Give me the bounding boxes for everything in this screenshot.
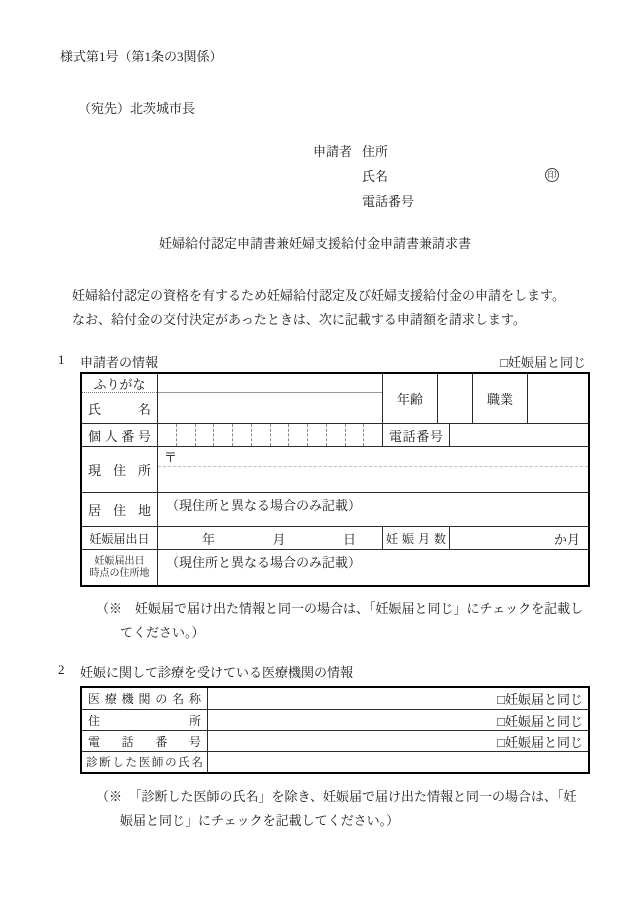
- doctor-name-field: [207, 752, 588, 772]
- seal-icon: 印: [545, 166, 559, 182]
- notify-address-label: 妊娠届出日 時点の住所地: [89, 555, 150, 579]
- table-row: [82, 549, 588, 585]
- current-address-label: 現住所: [88, 463, 151, 478]
- same-as-notification-checkbox[interactable]: □妊娠届と同じ: [497, 734, 583, 750]
- table-row: [82, 709, 588, 730]
- applicant-phone-label: 電話番号: [362, 194, 415, 209]
- institution-name-field: [207, 688, 588, 709]
- notify-date-label: 妊娠届出日: [89, 531, 150, 546]
- notify-address-note: （現住所と異なる場合のみ記載）: [166, 555, 362, 570]
- phone-label: 電話番号: [382, 424, 449, 446]
- institution-name-label: 医療機関の名称: [88, 692, 201, 706]
- months-unit: か月: [553, 531, 580, 547]
- postal-mark: 〒: [158, 447, 588, 467]
- institution-phone-field: [207, 731, 588, 751]
- table-row: [82, 446, 588, 492]
- footnote-line: （※ 「診断した医師の氏名」を除き、妊娠届で届け出た情報と同一の場合は、「妊: [96, 789, 577, 804]
- medical-institution-table: [80, 686, 590, 774]
- personal-number-field: [157, 424, 382, 446]
- applicant-address-label: 住所: [362, 144, 389, 159]
- table-row: [82, 423, 588, 446]
- body-line: なお、給付金の交付決定があったときは、次に記載する申請額を請求します。: [72, 312, 526, 327]
- name-label: 氏名: [88, 401, 151, 417]
- section1-same-as-notification-checkbox[interactable]: □妊娠届と同じ: [500, 355, 586, 370]
- address-line-field: [158, 467, 588, 492]
- age-field: [437, 374, 472, 423]
- institution-phone-label: 電話番号: [88, 734, 201, 749]
- footnote-line: 娠届と同じ」にチェックを記載してください。）: [120, 813, 400, 828]
- table-row: [82, 492, 588, 526]
- page-title: 妊婦給付認定申請書兼妊婦支援給付金申請書兼請求書: [158, 236, 471, 251]
- months-field: [449, 527, 588, 549]
- body-line: 妊婦給付認定の資格を有するため妊婦給付認定及び妊婦支援給付金の申請をします。: [72, 288, 565, 303]
- section1-number: 1: [58, 352, 65, 367]
- residence-field: [157, 493, 588, 526]
- year-label: 年: [202, 531, 216, 547]
- notify-date-field: [157, 527, 382, 549]
- month-label: 月: [272, 531, 286, 547]
- footnote-line: （※ 妊娠届で届け出た情報と同一の場合は、「妊娠届と同じ」にチェックを記載し: [96, 601, 584, 616]
- footnote-line: てください。）: [120, 625, 205, 640]
- residence-label: 居住地: [88, 503, 151, 518]
- doctor-name-label: 診断した医師の氏名: [86, 757, 203, 769]
- phone-field: [449, 424, 588, 446]
- applicant-name-label: 氏名: [362, 169, 389, 184]
- table-row: [82, 751, 588, 772]
- same-as-notification-checkbox[interactable]: □妊娠届と同じ: [497, 692, 583, 707]
- months-label: 妊娠月数: [382, 527, 449, 549]
- personal-number-label: 個人番号: [88, 428, 151, 444]
- section2-number: 2: [58, 662, 65, 677]
- name-field: [158, 393, 382, 423]
- same-as-notification-checkbox[interactable]: □妊娠届と同じ: [497, 713, 583, 729]
- applicant-label: 申請者: [313, 144, 353, 159]
- age-label: 年齢: [382, 374, 437, 423]
- section2-heading: 妊娠に関して診療を受けている医療機関の情報: [80, 665, 354, 680]
- residence-note: （現住所と異なる場合のみ記載）: [166, 498, 362, 513]
- form-number: 様式第1号（第1条の3関係）: [60, 49, 223, 64]
- day-label: 日: [342, 531, 356, 547]
- institution-address-label: 住所: [88, 713, 201, 728]
- occupation-field: [527, 374, 588, 423]
- notify-address-field: [157, 550, 588, 585]
- furigana-field: [158, 374, 382, 393]
- current-address-field: [157, 447, 588, 492]
- occupation-label: 職業: [472, 374, 527, 423]
- table-row: [82, 730, 588, 751]
- applicant-info-table: [80, 372, 590, 587]
- institution-address-field: [207, 710, 588, 730]
- table-row: [82, 688, 588, 709]
- section1-heading: 申請者の情報: [80, 355, 159, 370]
- addressee: （宛先）北茨城市長: [78, 101, 196, 116]
- table-row: [82, 374, 588, 423]
- table-row: [82, 526, 588, 549]
- furigana-label: ふりがな: [82, 374, 157, 393]
